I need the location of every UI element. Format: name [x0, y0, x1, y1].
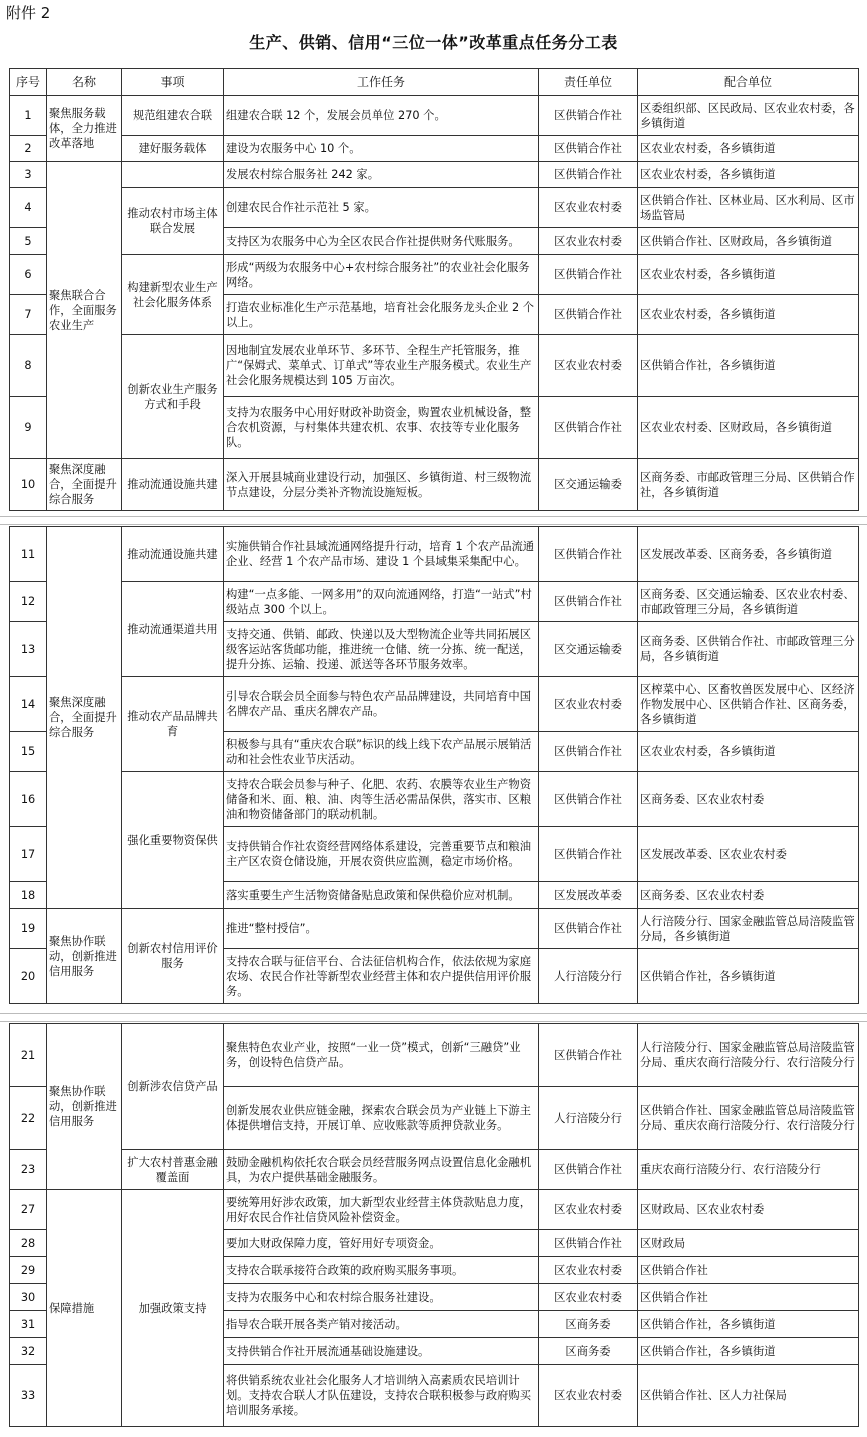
- row-number: 33: [10, 1365, 47, 1427]
- work-task: 支持农合联与征信平台、合法征信机构合作，依法依规为家庭农场、农民合作社等新型农业经营主体和农户提供信用评价服务。: [224, 949, 539, 1004]
- task-category: 聚焦深度融合，全面提升综合服务: [47, 459, 122, 511]
- work-task: 构建“一点多能、一网多用”的双向流通网络，打造“一站式”村级站点 300 个以上。: [224, 582, 539, 622]
- responsible-unit: 区供销合作社: [539, 162, 638, 188]
- cooperating-units: 区供销合作社，各乡镇街道: [638, 949, 859, 1004]
- table-header-row: [10, 69, 859, 96]
- row-number: 4: [10, 188, 47, 228]
- responsible-unit: 区供销合作社: [539, 527, 638, 582]
- table-row: [10, 677, 859, 732]
- work-task: 落实重要生产生活物资储备贴息政策和保供稳价应对机制。: [224, 882, 539, 909]
- row-number: 23: [10, 1150, 47, 1190]
- task-item: 强化重要物资保供: [122, 772, 224, 909]
- row-number: 9: [10, 397, 47, 459]
- work-task: 聚焦特色农业产业，按照“一业一贷”模式，创新“三融贷”业务，创设特色信贷产品。: [224, 1024, 539, 1087]
- work-task: 建设为农服务中心 10 个。: [224, 136, 539, 162]
- responsible-unit: 区交通运输委: [539, 459, 638, 511]
- work-task: 实施供销合作社县域流通网络提升行动，培育 1 个农产品流通企业、经营 1 个农产品市场、建设 1 个县域集采集配中心。: [224, 527, 539, 582]
- task-item: 推动流通设施共建: [122, 459, 224, 511]
- work-task: 因地制宜发展农业单环节、多环节、全程生产托管服务，推广“保姆式、菜单式、订单式”等农业生产服务模式。农业生产社会化服务规模达到 105 万亩次。: [224, 335, 539, 397]
- work-task: 打造农业标准化生产示范基地，培育社会化服务龙头企业 2 个以上。: [224, 295, 539, 335]
- row-number: 31: [10, 1311, 47, 1338]
- responsible-unit: 区交通运输委: [539, 622, 638, 677]
- task-item: 构建新型农业生产社会化服务体系: [122, 255, 224, 335]
- responsible-unit: 区商务委: [539, 1338, 638, 1365]
- responsible-unit: 区供销合作社: [539, 1150, 638, 1190]
- responsible-unit: 区供销合作社: [539, 96, 638, 136]
- cooperating-units: 区农业农村委，各乡镇街道: [638, 732, 859, 772]
- cooperating-units: 区农业农村委，各乡镇街道: [638, 136, 859, 162]
- cooperating-units: 区供销合作社、区林业局、区水利局、区市场监管局: [638, 188, 859, 228]
- row-number: 22: [10, 1087, 47, 1150]
- row-number: 19: [10, 909, 47, 949]
- cooperating-units: 区委组织部、区民政局、区农业农村委，各乡镇街道: [638, 96, 859, 136]
- work-task: 要加大财政保障力度，管好用好专项资金。: [224, 1230, 539, 1257]
- cooperating-units: 区商务委、区农业农村委: [638, 772, 859, 827]
- row-number: 32: [10, 1338, 47, 1365]
- work-task: 深入开展县城商业建设行动，加强区、乡镇街道、村三级物流节点建设，分层分类补齐物流设施短板。: [224, 459, 539, 511]
- row-number: 14: [10, 677, 47, 732]
- task-item: 创新涉农信贷产品: [122, 1024, 224, 1150]
- cooperating-units: 区农业农村委、区财政局，各乡镇街道: [638, 397, 859, 459]
- table-row: [10, 1190, 859, 1230]
- work-task: 支持为农服务中心和农村综合服务社建设。: [224, 1284, 539, 1311]
- responsible-unit: 区农业农村委: [539, 1365, 638, 1427]
- row-number: 17: [10, 827, 47, 882]
- row-number: 28: [10, 1230, 47, 1257]
- task-item: 扩大农村普惠金融覆盖面: [122, 1150, 224, 1190]
- work-task: 支持供销合作社开展流通基础设施建设。: [224, 1338, 539, 1365]
- table-row: [10, 1024, 859, 1087]
- task-table-page-1: [9, 68, 859, 511]
- row-number: 6: [10, 255, 47, 295]
- work-task: 支持农合联承接符合政策的政府购买服务事项。: [224, 1257, 539, 1284]
- task-category: 聚焦联合合作，全面服务农业生产: [47, 162, 122, 459]
- cooperating-units: 区供销合作社，各乡镇街道: [638, 1311, 859, 1338]
- cooperating-units: 区财政局: [638, 1230, 859, 1257]
- responsible-unit: 区供销合作社: [539, 1024, 638, 1087]
- responsible-unit: 区供销合作社: [539, 295, 638, 335]
- table-row: [10, 772, 859, 827]
- responsible-unit: 区供销合作社: [539, 397, 638, 459]
- work-task: 支持供销合作社农资经营网络体系建设，完善重要节点和粮油主产区农资仓储设施，开展农资供应监测，稳定市场价格。: [224, 827, 539, 882]
- work-task: 支持区为农服务中心为全区农民合作社提供财务代账服务。: [224, 228, 539, 255]
- table-row: [10, 1150, 859, 1190]
- task-item: 推动农产品品牌共育: [122, 677, 224, 772]
- work-task: 创建农民合作社示范社 5 家。: [224, 188, 539, 228]
- table-row: [10, 96, 859, 136]
- responsible-unit: 区农业农村委: [539, 1284, 638, 1311]
- task-item: 规范组建农合联: [122, 96, 224, 136]
- cooperating-units: 区财政局、区农业农村委: [638, 1190, 859, 1230]
- row-number: 5: [10, 228, 47, 255]
- responsible-unit: 区供销合作社: [539, 1230, 638, 1257]
- task-item: 推动流通设施共建: [122, 527, 224, 582]
- task-table-page-2: [9, 526, 859, 1004]
- task-item: 建好服务载体: [122, 136, 224, 162]
- table-row: [10, 162, 859, 188]
- task-category: 保障措施: [47, 1190, 122, 1427]
- work-task: 形成“两级为农服务中心+农村综合服务社”的农业社会化服务网络。: [224, 255, 539, 295]
- task-category: 聚焦服务载体，全力推进改革落地: [47, 96, 122, 162]
- table-row: [10, 136, 859, 162]
- task-item: 加强政策支持: [122, 1190, 224, 1427]
- work-task: 要统筹用好涉农政策，加大新型农业经营主体贷款贴息力度，用好农民合作社信贷风险补偿资金。: [224, 1190, 539, 1230]
- work-task: 积极参与具有“重庆农合联”标识的线上线下农产品展示展销活动和社会性农业节庆活动。: [224, 732, 539, 772]
- cooperating-units: 人行涪陵分行、国家金融监管总局涪陵监管分局、重庆农商行涪陵分行、农行涪陵分行: [638, 1024, 859, 1087]
- responsible-unit: 区农业农村委: [539, 228, 638, 255]
- header-item: 事项: [122, 69, 224, 96]
- responsible-unit: 区农业农村委: [539, 677, 638, 732]
- task-category: 聚焦协作联动，创新推进信用服务: [47, 1024, 122, 1190]
- responsible-unit: 区供销合作社: [539, 255, 638, 295]
- table-row: [10, 255, 859, 295]
- header-name: 名称: [47, 69, 122, 96]
- cooperating-units: 区发展改革委、区商务委，各乡镇街道: [638, 527, 859, 582]
- task-item: 推动农村市场主体联合发展: [122, 188, 224, 255]
- work-task: 鼓励金融机构依托农合联会员经营服务网点设置信息化金融机具，为农户提供基础金融服务。: [224, 1150, 539, 1190]
- row-number: 27: [10, 1190, 47, 1230]
- responsible-unit: 区农业农村委: [539, 335, 638, 397]
- attachment-label: 附件 2: [6, 4, 51, 22]
- task-table-page-3: [9, 1023, 859, 1427]
- header-responsible: 责任单位: [539, 69, 638, 96]
- row-number: 11: [10, 527, 47, 582]
- work-task: 将供销系统农业社会化服务人才培训纳入高素质农民培训计划。支持农合联人才队伍建设，支持农合联积极参与政府购买培训服务承接。: [224, 1365, 539, 1427]
- responsible-unit: 人行涪陵分行: [539, 949, 638, 1004]
- responsible-unit: 区发展改革委: [539, 882, 638, 909]
- work-task: 引导农合联会员全面参与特色农产品品牌建设，共同培育中国名牌农产品、重庆名牌农产品。: [224, 677, 539, 732]
- work-task: 支持为农服务中心用好财政补助资金，购置农业机械设备，整合农机资源，与村集体共建农机、农事、农技等专业化服务队。: [224, 397, 539, 459]
- row-number: 20: [10, 949, 47, 1004]
- cooperating-units: 区供销合作社: [638, 1284, 859, 1311]
- cooperating-units: 区供销合作社、区财政局，各乡镇街道: [638, 228, 859, 255]
- cooperating-units: 区供销合作社、国家金融监管总局涪陵监管分局、重庆农商行涪陵分行、农行涪陵分行: [638, 1087, 859, 1150]
- cooperating-units: 区供销合作社，各乡镇街道: [638, 1338, 859, 1365]
- responsible-unit: 区商务委: [539, 1311, 638, 1338]
- page-break: [0, 516, 867, 525]
- responsible-unit: 人行涪陵分行: [539, 1087, 638, 1150]
- row-number: 7: [10, 295, 47, 335]
- responsible-unit: 区供销合作社: [539, 582, 638, 622]
- work-task: 发展农村综合服务社 242 家。: [224, 162, 539, 188]
- cooperating-units: 区商务委、区供销合作社、市邮政管理三分局，各乡镇街道: [638, 622, 859, 677]
- responsible-unit: 区农业农村委: [539, 188, 638, 228]
- work-task: 推进“整村授信”。: [224, 909, 539, 949]
- row-number: 29: [10, 1257, 47, 1284]
- row-number: 15: [10, 732, 47, 772]
- row-number: 30: [10, 1284, 47, 1311]
- table-row: [10, 335, 859, 397]
- work-task: 支持农合联会员参与种子、化肥、农药、农膜等农业生产物资储备和米、面、粮、油、肉等生活必需品保供，落实市、区粮油和物资储备部门的联动机制。: [224, 772, 539, 827]
- work-task: 支持交通、供销、邮政、快递以及大型物流企业等共同拓展区级客运站客货邮功能，推进统一仓储、统一分拣、统一配送，提升分拣、运输、投递、派送等各环节服务效率。: [224, 622, 539, 677]
- table-row: [10, 188, 859, 228]
- cooperating-units: 区商务委、市邮政管理三分局、区供销合作社，各乡镇街道: [638, 459, 859, 511]
- cooperating-units: 区供销合作社: [638, 1257, 859, 1284]
- task-item: [122, 162, 224, 188]
- cooperating-units: 区农业农村委，各乡镇街道: [638, 255, 859, 295]
- header-no: 序号: [10, 69, 47, 96]
- row-number: 13: [10, 622, 47, 677]
- cooperating-units: 重庆农商行涪陵分行、农行涪陵分行: [638, 1150, 859, 1190]
- responsible-unit: 区供销合作社: [539, 732, 638, 772]
- table-row: [10, 582, 859, 622]
- row-number: 1: [10, 96, 47, 136]
- cooperating-units: 区农业农村委，各乡镇街道: [638, 162, 859, 188]
- work-task: 指导农合联开展各类产销对接活动。: [224, 1311, 539, 1338]
- row-number: 12: [10, 582, 47, 622]
- row-number: 2: [10, 136, 47, 162]
- task-item: 创新农业生产服务方式和手段: [122, 335, 224, 459]
- responsible-unit: 区供销合作社: [539, 909, 638, 949]
- header-cooperating: 配合单位: [638, 69, 859, 96]
- document-title: 生产、供销、信用“三位一体”改革重点任务分工表: [249, 33, 618, 52]
- cooperating-units: 人行涪陵分行、国家金融监管总局涪陵监管分局，各乡镇街道: [638, 909, 859, 949]
- responsible-unit: 区供销合作社: [539, 772, 638, 827]
- cooperating-units: 区供销合作社、区人力社保局: [638, 1365, 859, 1427]
- work-task: 组建农合联 12 个，发展会员单位 270 个。: [224, 96, 539, 136]
- cooperating-units: 区农业农村委，各乡镇街道: [638, 295, 859, 335]
- responsible-unit: 区农业农村委: [539, 1257, 638, 1284]
- table-row: [10, 527, 859, 582]
- responsible-unit: 区供销合作社: [539, 136, 638, 162]
- task-category: 聚焦协作联动，创新推进信用服务: [47, 909, 122, 1004]
- work-task: 创新发展农业供应链金融，探索农合联会员为产业链上下游主体提供增信支持，开展订单、应收账款等质押贷款业务。: [224, 1087, 539, 1150]
- task-item: 创新农村信用评价服务: [122, 909, 224, 1004]
- responsible-unit: 区供销合作社: [539, 827, 638, 882]
- responsible-unit: 区农业农村委: [539, 1190, 638, 1230]
- task-category: 聚焦深度融合，全面提升综合服务: [47, 527, 122, 909]
- row-number: 21: [10, 1024, 47, 1087]
- page-break: [0, 1013, 867, 1022]
- table-row: [10, 909, 859, 949]
- cooperating-units: 区商务委、区农业农村委: [638, 882, 859, 909]
- row-number: 8: [10, 335, 47, 397]
- cooperating-units: 区发展改革委、区农业农村委: [638, 827, 859, 882]
- row-number: 18: [10, 882, 47, 909]
- table-row: [10, 459, 859, 511]
- header-task: 工作任务: [224, 69, 539, 96]
- row-number: 3: [10, 162, 47, 188]
- row-number: 10: [10, 459, 47, 511]
- cooperating-units: 区商务委、区交通运输委、区农业农村委、市邮政管理三分局，各乡镇街道: [638, 582, 859, 622]
- cooperating-units: 区供销合作社，各乡镇街道: [638, 335, 859, 397]
- row-number: 16: [10, 772, 47, 827]
- task-item: 推动流通渠道共用: [122, 582, 224, 677]
- cooperating-units: 区榨菜中心、区畜牧兽医发展中心、区经济作物发展中心、区供销合作社、区商务委，各乡镇街道: [638, 677, 859, 732]
